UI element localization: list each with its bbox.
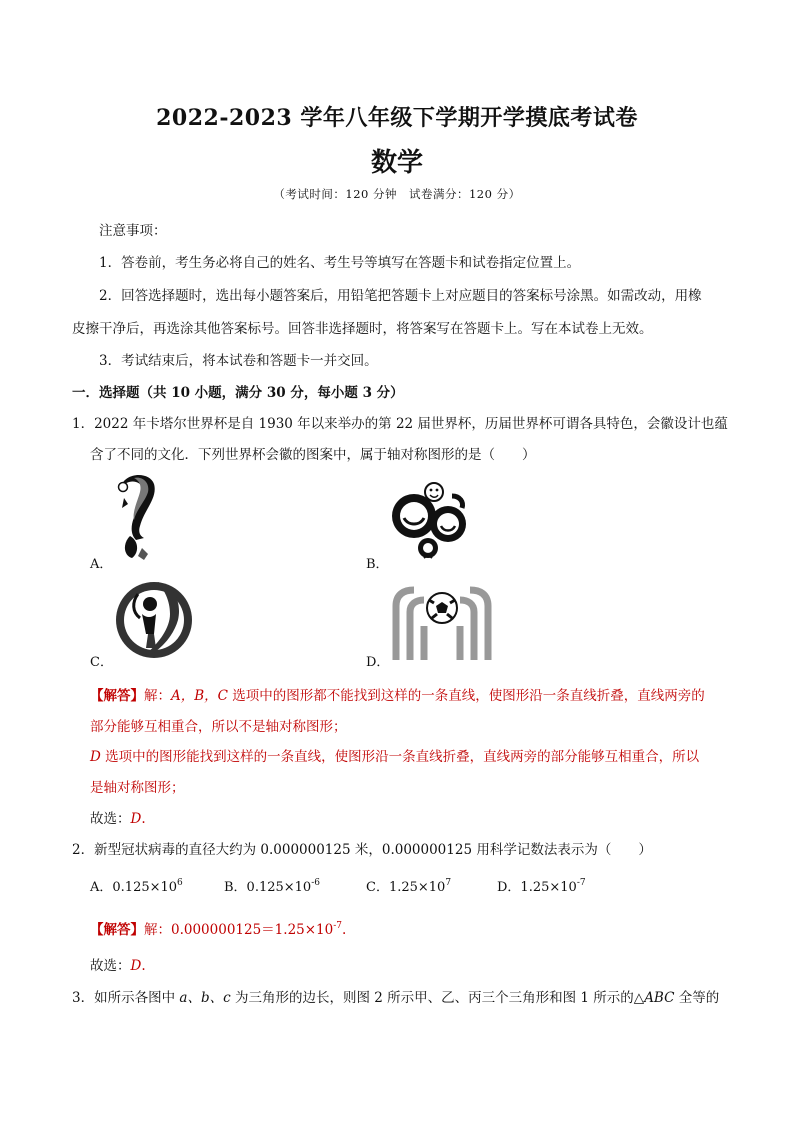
- q2-option-d-label: D．1.25×10: [497, 880, 577, 895]
- q2-stem: 2．新型冠状病毒的直径大约为 0.000000125 米，0.000000125 用科学记数法表示为（ ）: [72, 842, 652, 858]
- option-a-emblem-image: [110, 470, 166, 562]
- q1-answer-text: 选项中的图形都不能找到这样的一条直线，使图形沿一条直线折叠，直线两旁的: [228, 688, 705, 704]
- q1-answer-line-1: [90, 684, 705, 704]
- notice-item-1: 1．答卷前，考生务必将自己的姓名、考生号等填写在答题卡和试卷指定位置上。: [99, 255, 581, 271]
- q1-answer-line-2: 部分能够互相重合，所以不是轴对称图形；: [90, 719, 347, 735]
- q1-answer-prefix: 解：: [144, 688, 171, 704]
- q1-stem-line-1: 1．2022 年卡塔尔世界杯是自 1930 年以来举办的第 22 届世界杯，历届世界杯可谓各具特色，会徽设计也蕴: [72, 416, 728, 432]
- q2-choice-letter: D: [130, 958, 142, 974]
- q1-choice-suffix: .: [141, 811, 146, 827]
- q3-stem-prefix: 3．如所示各图中: [72, 990, 180, 1006]
- exam-title: 2022-2023 学年八年级下学期开学摸底考试卷: [156, 105, 638, 131]
- q1-answer-d-letter: D: [90, 749, 101, 765]
- q1-stem-line-2: 含了不同的文化．下列世界杯会徽的图案中，属于轴对称图形的是（ ）: [90, 447, 536, 463]
- q2-answer-tag: 【解答】: [90, 922, 144, 938]
- q2-option-b: [224, 876, 320, 895]
- section-heading: 一．选择题（共 10 小题，满分 30 分，每小题 3 分）: [72, 385, 404, 401]
- q1-option-b: B．: [366, 557, 389, 572]
- option-d-emblem-image: [392, 586, 492, 662]
- q1-option-a: A．: [90, 557, 113, 572]
- q3-stem-triangle: ABC: [644, 990, 675, 1006]
- q1-choice: [90, 807, 146, 827]
- q1-answer-tag: 【解答】: [90, 688, 144, 704]
- notice-item-3: 3．考试结束后，将本试卷和答题卡一并交回。: [99, 353, 378, 369]
- q3-stem-middle: 为三角形的边长，则图 2 所示甲、乙、丙三个三角形和图 1 所示的△: [230, 990, 645, 1006]
- q2-option-d-exp: -7: [576, 878, 586, 888]
- q2-option-c: [366, 876, 451, 895]
- notice-heading: 注意事项：: [99, 223, 167, 239]
- q1-answer-letters: A，B，C: [171, 688, 228, 704]
- q1-answer-line-3: [90, 745, 699, 765]
- q2-option-c-label: C．1.25×10: [366, 880, 446, 895]
- q2-choice-prefix: 故选：: [90, 958, 131, 974]
- q2-choice-suffix: .: [141, 958, 146, 974]
- q1-option-d: D．: [366, 655, 390, 670]
- q2-option-a: [90, 876, 183, 895]
- exam-info: （考试时间：120 分钟 试卷满分：120 分）: [273, 187, 521, 201]
- q2-option-d: [497, 876, 586, 895]
- q1-option-c: C．: [90, 655, 113, 670]
- q2-option-b-label: B．0.125×10: [224, 880, 312, 895]
- option-b-emblem-image: [388, 478, 478, 560]
- q1-answer-line-4: 是轴对称图形；: [90, 780, 185, 796]
- q3-stem-line-1: [72, 986, 719, 1006]
- q2-option-a-label: A．0.125×10: [90, 880, 178, 895]
- q2-option-b-exp: -6: [311, 878, 320, 888]
- q2-answer: [90, 918, 346, 938]
- q2-answer-end: .: [342, 922, 347, 938]
- q2-answer-text: 解：0.000000125＝1.25×10: [144, 922, 334, 938]
- q2-choice: [90, 954, 146, 974]
- q1-choice-prefix: 故选：: [90, 811, 131, 827]
- q1-answer-d-text: 选项中的图形能找到这样的一条直线，使图形沿一条直线折叠，直线两旁的部分能够互相重合，所以: [100, 749, 700, 765]
- notice-item-2-line-2: 皮擦干净后，再选涂其他答案标号。回答非选择题时，将答案写在答题卡上。写在本试卷上无效。: [72, 321, 653, 337]
- notice-item-2-line-1: 2．回答选择题时，选出每小题答案后，用铅笔把答题卡上对应题目的答案标号涂黑。如需改动，用橡: [99, 288, 702, 304]
- q3-stem-suffix: 全等的: [674, 990, 720, 1006]
- q1-choice-letter: D: [130, 811, 142, 827]
- q3-stem-vars: a、b、c: [179, 990, 231, 1006]
- q2-option-a-exp: 6: [177, 878, 183, 888]
- q2-option-c-exp: 7: [445, 878, 452, 888]
- option-c-emblem-image: [112, 574, 196, 662]
- q2-answer-exp: -7: [333, 921, 343, 931]
- subject-title: 数学: [370, 148, 423, 178]
